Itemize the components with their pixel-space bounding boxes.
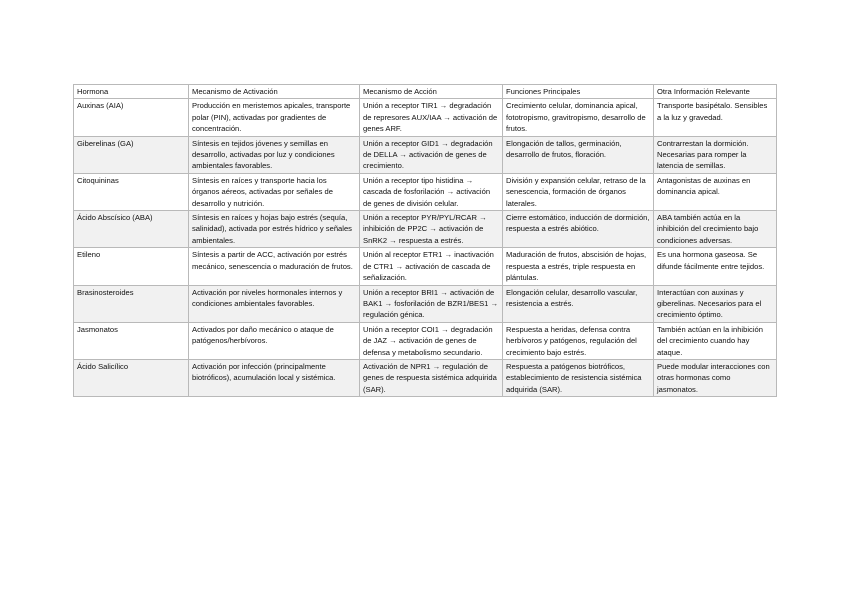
header-mecanismo-accion: Mecanismo de Acción — [360, 85, 503, 99]
header-otra-informacion: Otra Información Relevante — [654, 85, 777, 99]
cell-hormona: Giberelinas (GA) — [74, 136, 189, 173]
table-row — [74, 173, 777, 210]
cell-funciones: Crecimiento celular, dominancia apical, fototropismo, gravitropismo, desarrollo de frutos. — [503, 99, 654, 136]
cell-otra: También actúan en la inhibición del crecimiento cuando hay ataque. — [654, 322, 777, 359]
cell-activacion: Síntesis en tejidos jóvenes y semillas en desarrollo, activadas por luz y condiciones ambientales favorables. — [189, 136, 360, 173]
cell-accion: Unión a receptor TIR1 → degradación de represores AUX/IAA → activación de genes ARF. — [360, 99, 503, 136]
cell-hormona: Jasmonatos — [74, 322, 189, 359]
cell-hormona: Brasinosteroides — [74, 285, 189, 322]
cell-otra: Transporte basipétalo. Sensibles a la luz y gravedad. — [654, 99, 777, 136]
cell-otra: Es una hormona gaseosa. Se difunde fácilmente entre tejidos. — [654, 248, 777, 285]
cell-activacion: Activados por daño mecánico o ataque de patógenos/herbívoros. — [189, 322, 360, 359]
cell-activacion: Síntesis en raíces y transporte hacia los órganos aéreos, activadas por señales de desarrollo y nutrición. — [189, 173, 360, 210]
cell-activacion: Síntesis en raíces y hojas bajo estrés (sequía, salinidad), activada por estrés hídrico y señales ambientales. — [189, 211, 360, 248]
table-row — [74, 211, 777, 248]
cell-otra: Interactúan con auxinas y giberelinas. Necesarios para el crecimiento óptimo. — [654, 285, 777, 322]
cell-hormona: Ácido Abscísico (ABA) — [74, 211, 189, 248]
table-row — [74, 99, 777, 136]
header-funciones-principales: Funciones Principales — [503, 85, 654, 99]
table-row — [74, 285, 777, 322]
cell-accion: Unión al receptor ETR1 → inactivación de CTR1 → activación de cascada de señalización. — [360, 248, 503, 285]
table-row — [74, 359, 777, 396]
hormone-table — [73, 84, 777, 397]
table-row — [74, 136, 777, 173]
cell-activacion: Síntesis a partir de ACC, activación por estrés mecánico, senescencia o maduración de frutos. — [189, 248, 360, 285]
cell-accion: Unión a receptor PYR/PYL/RCAR → inhibición de PP2C → activación de SnRK2 → respuesta a estrés. — [360, 211, 503, 248]
table-header-row — [74, 85, 777, 99]
cell-accion: Unión a receptor BRI1 → activación de BAK1 → fosforilación de BZR1/BES1 → regulación génica. — [360, 285, 503, 322]
cell-accion: Unión a receptor GID1 → degradación de DELLA → activación de genes de crecimiento. — [360, 136, 503, 173]
cell-funciones: División y expansión celular, retraso de la senescencia, formación de órganos laterales. — [503, 173, 654, 210]
cell-funciones: Respuesta a heridas, defensa contra herbívoros y patógenos, regulación del crecimiento bajo estrés. — [503, 322, 654, 359]
cell-otra: Contrarrestan la dormición. Necesarias para romper la latencia de semillas. — [654, 136, 777, 173]
cell-activacion: Activación por infección (principalmente biotróficos), acumulación local y sistémica. — [189, 359, 360, 396]
cell-otra: Antagonistas de auxinas en dominancia apical. — [654, 173, 777, 210]
cell-accion: Activación de NPR1 → regulación de genes de respuesta sistémica adquirida (SAR). — [360, 359, 503, 396]
cell-hormona: Ácido Salicílico — [74, 359, 189, 396]
cell-funciones: Respuesta a patógenos biotróficos, establecimiento de resistencia sistémica adquirida (SAR). — [503, 359, 654, 396]
cell-activacion: Producción en meristemos apicales, transporte polar (PIN), activadas por gradientes de concentración. — [189, 99, 360, 136]
cell-funciones: Maduración de frutos, abscisión de hojas, respuesta a estrés, triple respuesta en plántulas. — [503, 248, 654, 285]
cell-funciones: Cierre estomático, inducción de dormición, respuesta a estrés abiótico. — [503, 211, 654, 248]
cell-activacion: Activación por niveles hormonales internos y condiciones ambientales favorables. — [189, 285, 360, 322]
header-hormona: Hormona — [74, 85, 189, 99]
table-row — [74, 322, 777, 359]
cell-accion: Unión a receptor COI1 → degradación de JAZ → activación de genes de defensa y metabolismo secundario. — [360, 322, 503, 359]
cell-hormona: Citoquininas — [74, 173, 189, 210]
cell-otra: ABA también actúa en la inhibición del crecimiento bajo condiciones adversas. — [654, 211, 777, 248]
cell-funciones: Elongación celular, desarrollo vascular, resistencia a estrés. — [503, 285, 654, 322]
cell-accion: Unión a receptor tipo histidina → cascada de fosforilación → activación de genes de división celular. — [360, 173, 503, 210]
cell-otra: Puede modular interacciones con otras hormonas como jasmonatos. — [654, 359, 777, 396]
cell-hormona: Etileno — [74, 248, 189, 285]
table-row — [74, 248, 777, 285]
header-mecanismo-activacion: Mecanismo de Activación — [189, 85, 360, 99]
cell-funciones: Elongación de tallos, germinación, desarrollo de frutos, floración. — [503, 136, 654, 173]
cell-hormona: Auxinas (AIA) — [74, 99, 189, 136]
